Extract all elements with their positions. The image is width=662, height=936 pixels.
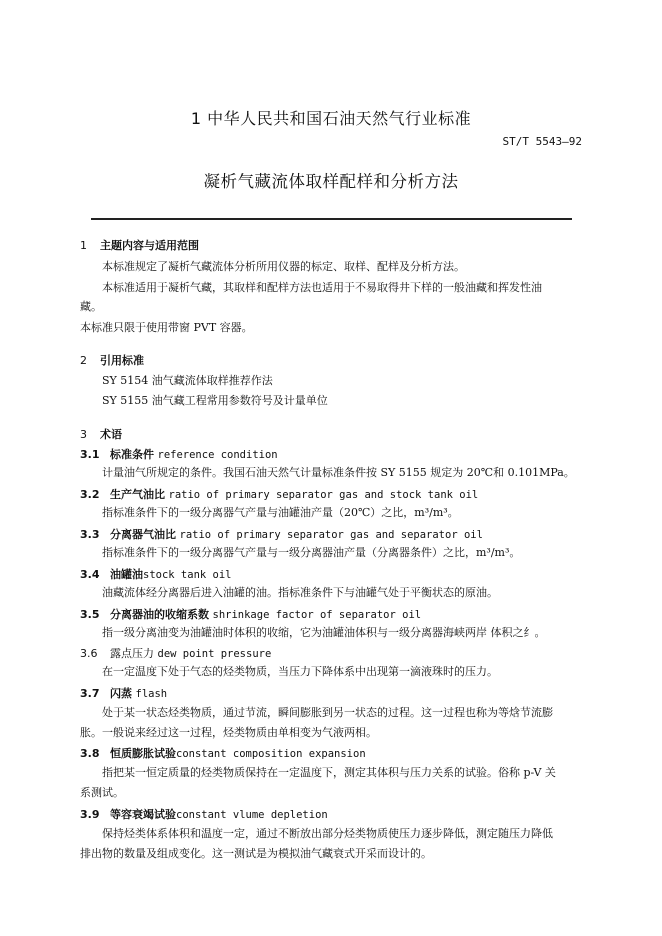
standard-category-title: 1 中华人民共和国石油天然气行业标准 <box>190 109 472 128</box>
term-3-7-heading <box>80 685 167 701</box>
term-en: ratio of primary separator gas and stock tank oil <box>168 489 479 501</box>
term-3-2-heading <box>80 486 478 502</box>
section-title: 主题内容与适用范围 <box>100 239 199 252</box>
term-en: ratio of primary separator gas and separator oil <box>179 529 483 541</box>
section-title: 引用标准 <box>100 354 144 367</box>
section-number: 2 <box>80 354 87 367</box>
standard-number: ST/T 5543—92 <box>502 135 582 148</box>
term-3-5-heading <box>80 606 421 622</box>
term-number: 3.5 <box>80 608 100 621</box>
term-zh: 分离器气油比 <box>110 528 176 541</box>
section-1-heading <box>80 237 199 253</box>
term-number: 3.3 <box>80 528 100 541</box>
term-number: 3.9 <box>80 808 100 821</box>
section-2-heading <box>80 352 144 368</box>
term-3-6-heading <box>80 645 271 661</box>
term-number: 3.1 <box>80 448 100 461</box>
term-3-9-definition-line-1: 保持烃类体系体积和温度一定，通过不断放出部分烃类物质使压力逐步降低，测定随压力降低 <box>102 827 553 840</box>
document-title: 凝析气藏流体取样配样和分析方法 <box>203 172 459 191</box>
section-3-heading <box>80 426 122 442</box>
term-3-9-heading <box>80 806 328 822</box>
term-3-7-definition-line-2: 胀。一般说来经过这一过程，烃类物质由单相变为气液两相。 <box>80 726 377 739</box>
term-3-8-definition-line-1: 指把某一恒定质量的烃类物质保持在一定温度下，测定其体积与压力关系的试验。俗称 p-V 关 <box>102 766 556 779</box>
term-en: flash <box>135 688 168 700</box>
term-3-1-heading <box>80 446 278 462</box>
term-en: stock tank oil <box>143 569 232 581</box>
term-en: constant vlume depletion <box>176 809 328 821</box>
title-rule <box>91 218 572 220</box>
term-3-5-definition: 指一级分离油变为油罐油时体积的收缩，它为油罐油体积与一级分离器海峡两岸 体积之纟。 <box>102 626 546 639</box>
section-1-paragraph-2-line-2: 藏。 <box>80 300 102 313</box>
term-zh: 恒质膨胀试验 <box>110 747 176 760</box>
term-3-9-definition-line-2: 排出物的数量及组成变化。这一测试是为模拟油气藏衰式开采而设计的。 <box>80 847 432 860</box>
term-3-3-heading <box>80 526 483 542</box>
term-en: shrinkage factor of separator oil <box>212 609 422 621</box>
term-zh: 油罐油 <box>110 568 143 581</box>
section-1-paragraph-2-line-1: 本标准适用于凝析气藏，其取样和配样方法也适用于不易取得井下样的一般油藏和挥发性油 <box>102 281 542 294</box>
term-en: dew point pressure <box>157 648 272 660</box>
term-zh: 分离器油的收缩系数 <box>110 608 209 621</box>
reference-item-1: SY 5154 油气藏流体取样推荐作法 <box>102 374 273 387</box>
term-3-4-heading <box>80 566 232 582</box>
section-1-paragraph-3: 本标准只限于使用带窗 PVT 容器。 <box>80 321 253 334</box>
term-number: 3.4 <box>80 568 100 581</box>
term-zh: 等容衰竭试验 <box>110 808 176 821</box>
term-number: 3.2 <box>80 488 100 501</box>
reference-item-2: SY 5155 油气藏工程常用参数符号及计量单位 <box>102 394 328 407</box>
term-zh: 露点压力 <box>110 647 154 660</box>
term-3-4-definition: 油藏流体经分离器后进入油罐的油。指标准条件下与油罐气处于平衡状态的原油。 <box>102 586 498 599</box>
term-3-1-definition: 计量油气所规定的条件。我国石油天然气计量标准条件按 SY 5155 规定为 20℃和 0.101MPa。 <box>102 466 575 479</box>
term-zh: 闪蒸 <box>110 687 132 700</box>
term-3-6-definition: 在一定温度下处于气态的烃类物质，当压力下降体系中出现第一滴液珠时的压力。 <box>102 665 498 678</box>
section-number: 3 <box>80 428 87 441</box>
term-number: 3.7 <box>80 687 100 700</box>
term-3-8-heading <box>80 745 366 761</box>
term-number: 3.8 <box>80 747 100 760</box>
term-3-3-definition: 指标准条件下的一级分离器气产量与一级分离器油产量（分离器条件）之比，m³/m³。 <box>102 546 521 559</box>
term-en: reference condition <box>157 449 278 461</box>
term-en: constant composition expansion <box>176 748 366 760</box>
term-number: 3.6 <box>80 647 98 660</box>
term-3-8-definition-line-2: 系测试。 <box>80 786 124 799</box>
term-3-7-definition-line-1: 处于某一状态烃类物质，通过节流，瞬间膨胀到另一状态的过程。这一过程也称为等焓节流膨 <box>102 706 553 719</box>
term-zh: 生产气油比 <box>110 488 165 501</box>
section-number: 1 <box>80 239 87 252</box>
section-1-paragraph-1: 本标准规定了凝析气藏流体分析所用仪器的标定、取样、配样及分析方法。 <box>102 260 465 273</box>
term-zh: 标准条件 <box>110 448 154 461</box>
section-title: 术语 <box>100 428 122 441</box>
term-3-2-definition: 指标准条件下的一级分离器气产量与油罐油产量（20℃）之比，m³/m³。 <box>102 506 459 519</box>
